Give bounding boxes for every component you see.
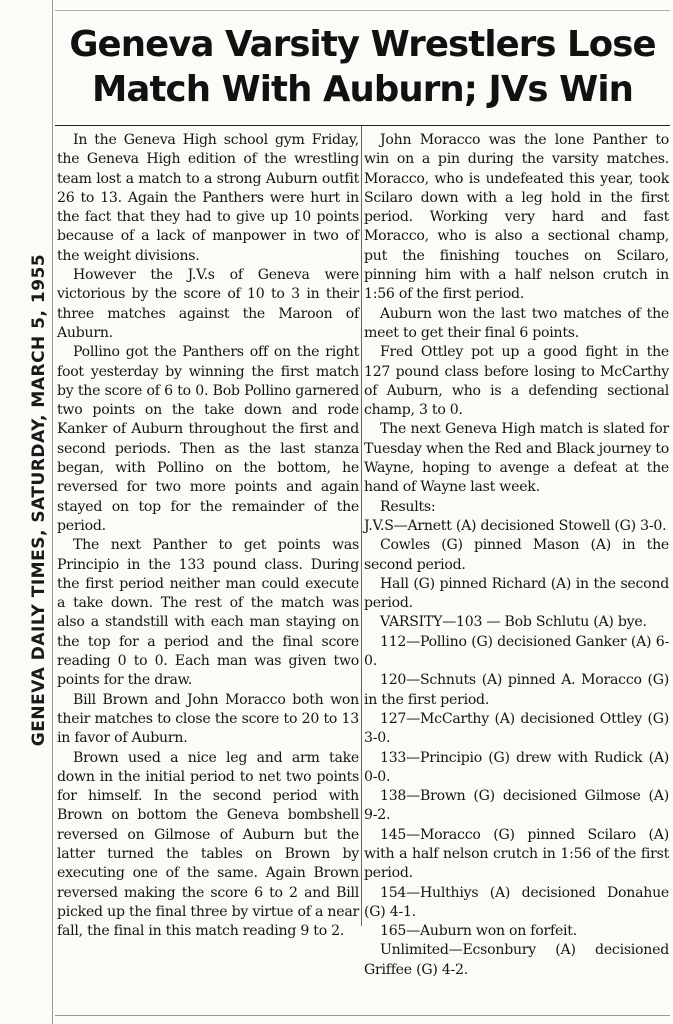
paragraph: John Moracco was the lone Panther to win on a pin during the varsity matches. Moracco, who is undefeated this year, took Scilaro down with a leg hold in the first period. Working very hard and fast Moracco, who is also a sectional champ, put the finishing touches on Scilaro, pinning him with a half nelson crutch in 1:56 of the first period. <box>364 132 669 303</box>
news-article <box>55 10 670 1020</box>
result-item: 120—Schnuts (A) pinned A. Moracco (G) in the first period. <box>364 672 669 708</box>
result-item: J.V.S—Arnett (A) decisioned Stowell (G) 3-0. <box>364 517 667 534</box>
headline-line-2: Match With Auburn; JVs Win <box>92 69 633 110</box>
result-item: 112—Pollino (G) decisioned Ganker (A) 6-0. <box>364 633 669 670</box>
result-item: 138—Brown (G) decisioned Gilmose (A) 9-2. <box>364 788 669 824</box>
paragraph: Fred Ottley pot up a good fight in the 127 pound class before losing to McCarthy of Auburn, who is a defending sectional champ, 3 to 0. <box>364 344 669 419</box>
result-item: 154—Hulthiys (A) decisioned Donahue (G) 4-1. <box>364 884 669 920</box>
paragraph: The next Geneva High match is slated for Tuesday when the Red and Black journey to Wayne, hoping to avenge a defeat at the hand of Wayne last week. <box>364 421 669 496</box>
headline-rule <box>55 125 670 126</box>
right-column <box>364 131 669 980</box>
page-margin-strip <box>8 0 53 1024</box>
paragraph: The next Panther to get points was Principio in the 133 pound class. During the first period neither man could execute a take down. The rest of the match was also a standstill with each man staying on the top for a period and the final score reading 0 to 0. Each man was given two points for the draw. <box>57 537 359 689</box>
headline-line-1: Geneva Varsity Wrestlers Lose <box>69 24 656 65</box>
result-item: 127—McCarthy (A) decisioned Ottley (G) 3-0. <box>364 710 669 747</box>
top-rule <box>55 10 670 11</box>
paragraph: Pollino got the Panthers off on the right foot yesterday by winning the first match by the score of 6 to 0. Bob Pollino garnered two points on the take down and rode Kanker of Auburn throughout the first and second periods. Then as the last stanza began, with Pollino on the bottom, he reversed for two more points and again stayed on top for the remainder of the period. <box>57 344 359 534</box>
result-item: 145—Moracco (G) pinned Scilaro (A) with a half nelson crutch in 1:56 of the first period. <box>364 826 669 882</box>
headline <box>55 22 670 112</box>
result-item: 133—Principio (G) drew with Rudick (A) 0-0. <box>364 749 669 785</box>
bottom-rule <box>55 1015 670 1016</box>
result-item: Unlimited—Ecsonbury (A) decisioned Griffee (G) 4-2. <box>364 942 669 978</box>
result-item: Cowles (G) pinned Mason (A) in the second period. <box>364 537 669 573</box>
column-divider <box>361 126 362 926</box>
paragraph: In the Geneva High school gym Friday, the Geneva High edition of the wrestling team lost a match to a strong Auburn outfit 26 to 13. Again the Panthers were hurt in the fact that they had to give up 10 points because of a lack of manpower in two of the weight divisions. <box>57 132 359 264</box>
paragraph: Brown used a nice leg and arm take down in the initial period to net two points for himself. In the second period with Brown on bottom the Geneva bombshell reversed on Gilmose of Auburn but the latter turned the tables on Brown by executing one of the same. Again Brown reversed making the score 6 to 2 and Bill picked up the final three by virtue of a near fall, the final in this match reading 9 to 2. <box>57 749 359 940</box>
result-item: Hall (G) pinned Richard (A) in the second period. <box>364 575 669 612</box>
paragraph: However the J.V.s of Geneva were victorious by the score of 10 to 3 in their three matches against the Maroon of Auburn. <box>57 267 359 341</box>
paragraph: Bill Brown and John Moracco both won their matches to close the score to 20 to 13 in favor of Auburn. <box>57 691 359 747</box>
results-heading: Results: <box>380 498 436 515</box>
left-column <box>57 131 359 941</box>
paragraph: Auburn won the last two matches of the meet to get their final 6 points. <box>364 305 669 341</box>
result-item: 165—Auburn won on forfeit. <box>380 923 577 940</box>
newspaper-dateline: GENEVA DAILY TIMES, SATURDAY, MARCH 5, 1955 <box>29 253 49 747</box>
result-item: VARSITY—103 — Bob Schlutu (A) bye. <box>380 614 647 631</box>
